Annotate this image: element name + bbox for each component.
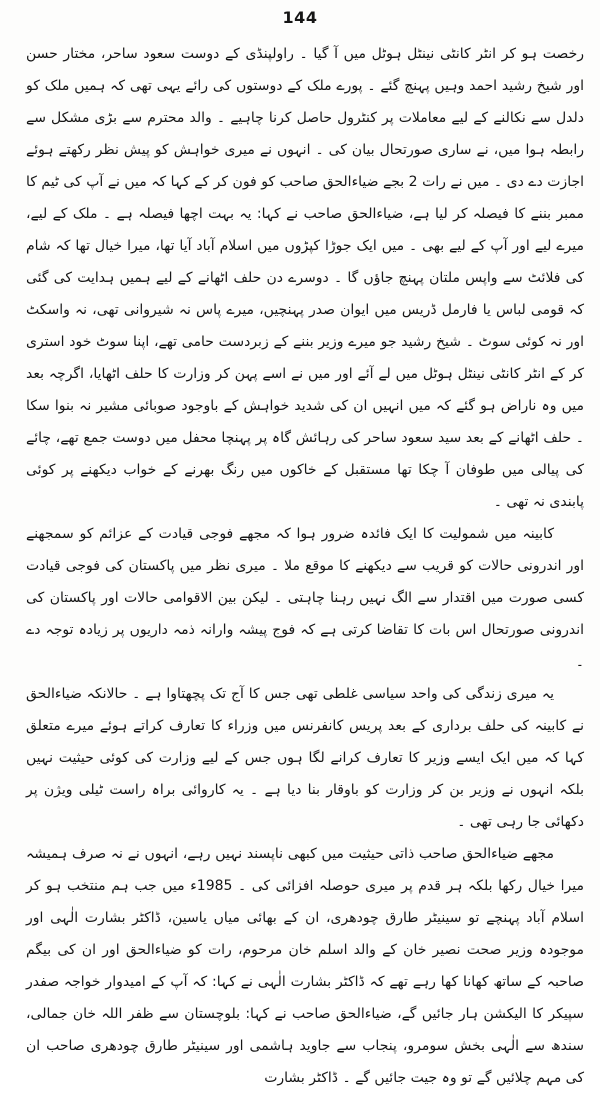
- body-text: [26, 38, 584, 1094]
- paragraph-1: رخصت ہو کر انٹر کانٹی نینٹل ہوٹل میں آ گیا ۔ راولپنڈی کے دوست سعود ساحر، مختار حسن اور شیخ رشید احمد وہیں پہنچ گئے ۔ پورے ملک کے دوستوں کی رائے یہی تھی کہ ہمیں ملک کو دلدل سے نکالنے کے لیے معاملات پر کنٹرول حاصل کرنا چاہیے ۔ والد محترم سے بڑی مشکل سے رابطہ ہوا میں، نے ساری صورتحال بیان کی ۔ انہوں نے میری خواہش کو پیش نظر رکھتے ہوئے اجازت دے دی ۔ میں نے رات 2 بجے ضیاءالحق صاحب کو فون کر کے کہا کہ میں نے آپ کی ٹیم کا ممبر بننے کا فیصلہ کر لیا ہے، ضیاءالحق صاحب نے کہا: یہ بہت اچھا فیصلہ ہے ۔ ملک کے لیے، میرے لیے اور آپ کے لیے بھی ۔ میں ایک جوڑا کپڑوں میں اسلام آباد آیا تھا، میرا خیال تھا کہ شام کی فلائٹ سے واپس ملتان پہنچ جاؤں گا ۔ دوسرے دن حلف اٹھانے کے لیے ہمیں ہدایت کی گئی کہ قومی لباس یا فارمل ڈریس میں ایوان صدر پہنچیں، میرے پاس نہ شیروانی تھی، نہ واسکٹ اور نہ کوئی سوٹ ۔ شیخ رشید جو میرے وزیر بننے کے زبردست حامی تھے، اپنا سوٹ خود استری کر کے انٹر کانٹی نینٹل ہوٹل میں لے آئے اور میں نے اسے پہن کر وزارت کا حلف اٹھایا، اگرچہ بعد میں وہ ناراض ہو گئے کہ میں انہیں ان کی شدید خواہش کے باوجود صوبائی مشیر نہ بنوا سکا ۔ حلف اٹھانے کے بعد سید سعود ساحر کی رہائش گاہ پر پہنچا محفل میں دوست جمع تھے، چائے کی پیالی میں طوفان آ چکا تھا مستقبل کے خاکوں میں رنگ بھرنے کے خواب دیکھنے پر کوئی پابندی نہ تھی ۔: [26, 46, 585, 510]
- paragraph-3: یہ میری زندگی کی واحد سیاسی غلطی تھی جس کا آج تک پچھتاوا ہے ۔ حالانکہ ضیاءالحق نے کابینہ کی حلف برداری کے بعد پریس کانفرنس میں وزراء کا تعارف کراتے ہوئے میرے متعلق کہا کہ میں ایک ایسے وزیر کا تعارف کرانے لگا ہوں جس کے لیے وزارت کی کوئی حیثیت نہیں بلکہ انہوں نے وزیر بن کر وزارت کو باوقار بنا دیا ہے ۔ یہ کاروائی براہ راست ٹیلی ویژن پر دکھائی جا رہی تھی ۔: [26, 686, 584, 830]
- paragraph-2: کابینہ میں شمولیت کا ایک فائدہ ضرور ہوا کہ مجھے فوجی قیادت کے عزائم کو سمجھنے اور اندرونی حالات کو قریب سے دیکھنے کا موقع ملا ۔ میری نظر میں پاکستان کی فوجی قیادت کسی صورت میں اقتدار سے الگ نہیں رہنا چاہتی ۔ لیکن بین الاقوامی حالات اور پاکستان کی اندرونی صورتحال اس بات کا تقاضا کرتی ہے کہ فوج پیشہ وارانہ ذمہ داریوں پر زیادہ توجہ دے ۔: [26, 526, 584, 670]
- paragraph-4: مجھے ضیاءالحق صاحب ذاتی حیثیت میں کبھی ناپسند نہیں رہے، انہوں نے نہ صرف ہمیشہ میرا خیال رکھا بلکہ ہر قدم پر میری حوصلہ افزائی کی ۔ 1985ء میں جب ہم منتخب ہو کر اسلام آباد پہنچے تو سینیٹر طارق چودھری، ان کے بھائی میاں یاسین، ڈاکٹر بشارت الٰہی اور موجودہ وزیر صحت نصیر خان کے والد اسلم خان مرحوم، رات کو ضیاءالحق اور ان کی بیگم صاحبہ کے ساتھ کھانا کھا رہے تھے کہ ڈاکٹر بشارت الٰہی نے کہا: کہ آپ کے امیدوار خواجہ صفدر سپیکر کا الیکشن ہار جائیں گے، ضیاءالحق صاحب نے کہا: بلوچستان سے ظفر اللہ خان جمالی، سندھ سے الٰہی بخش سومرو، پنجاب سے جاوید ہاشمی اور سینیٹر طارق چودھری صاحب ان کی مہم چلائیں گے تو وہ جیت جائیں گے ۔ ڈاکٹر بشارت: [26, 846, 584, 1086]
- page-number: 144: [282, 8, 318, 27]
